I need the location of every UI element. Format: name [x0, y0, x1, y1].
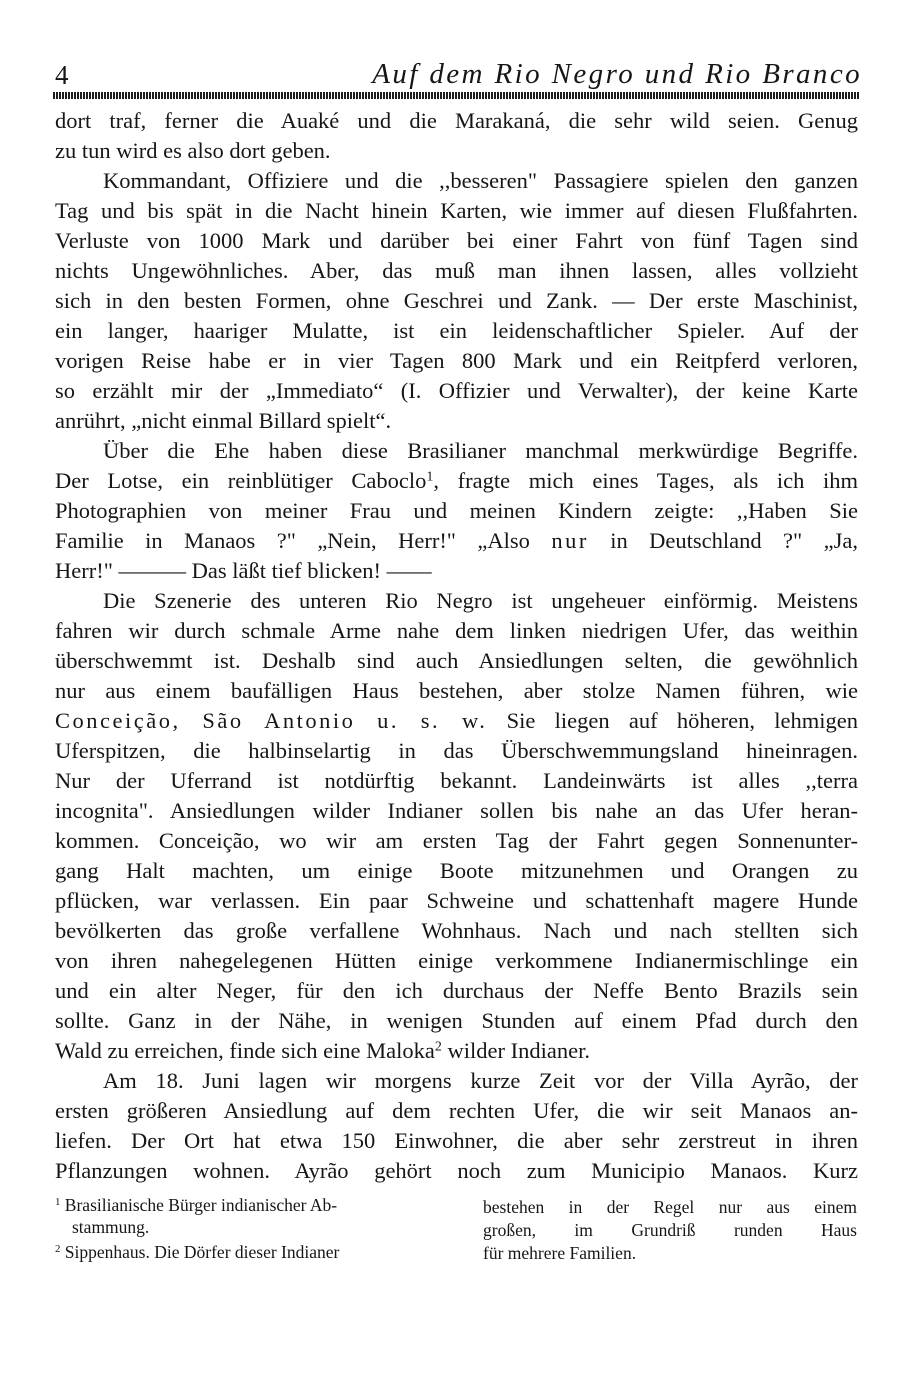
- footnote-2: [55, 1240, 440, 1264]
- text-line: vorigen Reise habe er in vier Tagen 800 Mark und ein Reitpferd verloren,: [55, 348, 858, 373]
- text-line: Nur der Uferrand ist notdürftig bekannt. Landeinwärts ist alles ,,terra: [55, 768, 858, 793]
- text-line: Verluste von 1000 Mark und darüber bei einer Fahrt von fünf Tagen sind: [55, 228, 858, 253]
- text-run: Der Lotse, ein reinblütiger Caboclo: [55, 468, 427, 493]
- text-line: Uferspitzen, die halbinselartig in das Überschwemmungsland hineinragen.: [55, 738, 858, 763]
- text-run: in Deutschland ?" „Ja,: [588, 528, 858, 553]
- text-run: , fragte mich eines Tages, als ich ihm: [433, 468, 858, 493]
- text-line: liefen. Der Ort hat etwa 150 Einwohner, die aber sehr zerstreut in ihren: [55, 1128, 858, 1153]
- text-line: Die Szenerie des unteren Rio Negro ist ungeheuer einförmig. Meistens: [103, 588, 858, 613]
- text-line: bevölkerten das große verfallene Wohnhaus. Nach und nach stellten sich: [55, 918, 858, 943]
- text-line: zu tun wird es also dort geben.: [55, 138, 331, 163]
- text-line: sich in den besten Formen, ohne Geschrei und Zank. — Der erste Maschinist,: [55, 288, 858, 313]
- text-line: sollte. Ganz in der Nähe, in wenigen Stunden auf einem Pfad durch den: [55, 1008, 858, 1033]
- text-line: Photographien von meiner Frau und meinen Kindern zeigte: ,,Haben Sie: [55, 498, 858, 523]
- text-run: wilder Indianer.: [441, 1038, 590, 1063]
- text-line: ein langer, haariger Mulatte, ist ein leidenschaftlicher Spieler. Auf der: [55, 318, 858, 343]
- text-line: Pflanzungen wohnen. Ayrão gehört noch zum Municipio Manaos. Kurz: [55, 1158, 858, 1183]
- text-line: so erzählt mir der „Immediato“ (I. Offizier und Verwalter), der keine Karte: [55, 378, 858, 403]
- text-line: gang Halt machten, um einige Boote mitzunehmen und Orangen zu: [55, 858, 858, 883]
- text-line: kommen. Conceição, wo wir am ersten Tag der Fahrt gegen Sonnenunter-: [55, 828, 858, 853]
- text-line: incognita". Ansiedlungen wilder Indianer sollen bis nahe an das Ufer heran-: [55, 798, 858, 823]
- text-line: Über die Ehe haben diese Brasilianer manchmal merkwürdige Begriffe.: [103, 438, 858, 463]
- footnote-2-cont: für mehrere Familien.: [483, 1243, 637, 1263]
- footnote-ref: 2: [434, 1039, 442, 1055]
- footnote-mark: 1: [55, 1196, 61, 1209]
- text-line: fahren wir durch schmale Arme nahe dem linken niedrigen Ufer, das weithin: [55, 618, 858, 643]
- text-line: [55, 1036, 858, 1066]
- footnote-2-cont: bestehen in der Regel nur aus einem: [483, 1197, 857, 1217]
- footnote-text: Sippenhaus. Die Dörfer dieser Indianer: [64, 1242, 340, 1262]
- text-line: anrührt, „nicht einmal Billard spielt“.: [55, 408, 392, 433]
- text-line: [55, 466, 858, 496]
- footnote-1-cont: stammung.: [72, 1217, 150, 1237]
- footnote-text: Brasilianische Bürger indianischer Ab-: [64, 1195, 338, 1215]
- text-run: Wald zu erreichen, finde sich eine Maloka: [55, 1038, 435, 1063]
- page-number: 4: [55, 60, 69, 90]
- footnote-1: [55, 1193, 440, 1217]
- running-head: Auf dem Rio Negro und Rio Branco: [372, 58, 862, 90]
- text-line: [55, 706, 858, 736]
- text-run: Sie liegen auf höheren, lehmigen: [487, 708, 859, 733]
- text-line: nichts Ungewöhnliches. Aber, das muß man ihnen lassen, alles vollzieht: [55, 258, 858, 283]
- text-line: Herr!" ——— Das läßt tief blicken! ——: [55, 558, 432, 583]
- text-line: und ein alter Neger, für den ich durchaus der Neffe Bento Brazils sein: [55, 978, 858, 1003]
- text-line: pflücken, war verlassen. Ein paar Schweine und schattenhaft magere Hunde: [55, 888, 858, 913]
- text-line: [55, 526, 858, 556]
- footnote-mark: 2: [55, 1243, 61, 1256]
- text-line: Kommandant, Offiziere und die ,,besseren" Passagiere spielen den ganzen: [103, 168, 858, 193]
- text-line: überschwemmt ist. Deshalb sind auch Ansiedlungen selten, die gewöhnlich: [55, 648, 858, 673]
- footnote-ref: 1: [426, 469, 434, 485]
- text-line: Tag und bis spät in die Nacht hinein Karten, wie immer auf diesen Flußfahrten.: [55, 198, 858, 223]
- text-run: Familie in Manaos ?" „Nein, Herr!" „Also: [55, 528, 552, 553]
- text-line: nur aus einem baufälligen Haus bestehen, aber stolze Namen führen, wie: [55, 678, 858, 703]
- text-line: ersten größeren Ansiedlung auf dem rechten Ufer, die wir seit Manaos an-: [55, 1098, 858, 1123]
- footnote-2-cont: großen, im Grundriß runden Haus: [483, 1220, 857, 1240]
- spaced-text: Conceição, São Antonio u. s. w.: [55, 708, 488, 733]
- text-line: von ihren nahegelegenen Hütten einige verkommene Indianermischlinge ein: [55, 948, 858, 973]
- text-line: dort traf, ferner die Auaké und die Marakaná, die sehr wild seien. Genug: [55, 108, 858, 133]
- header-rule: [53, 92, 860, 99]
- spaced-text: nur: [551, 528, 589, 553]
- text-line: Am 18. Juni lagen wir morgens kurze Zeit vor der Villa Ayrão, der: [103, 1068, 858, 1093]
